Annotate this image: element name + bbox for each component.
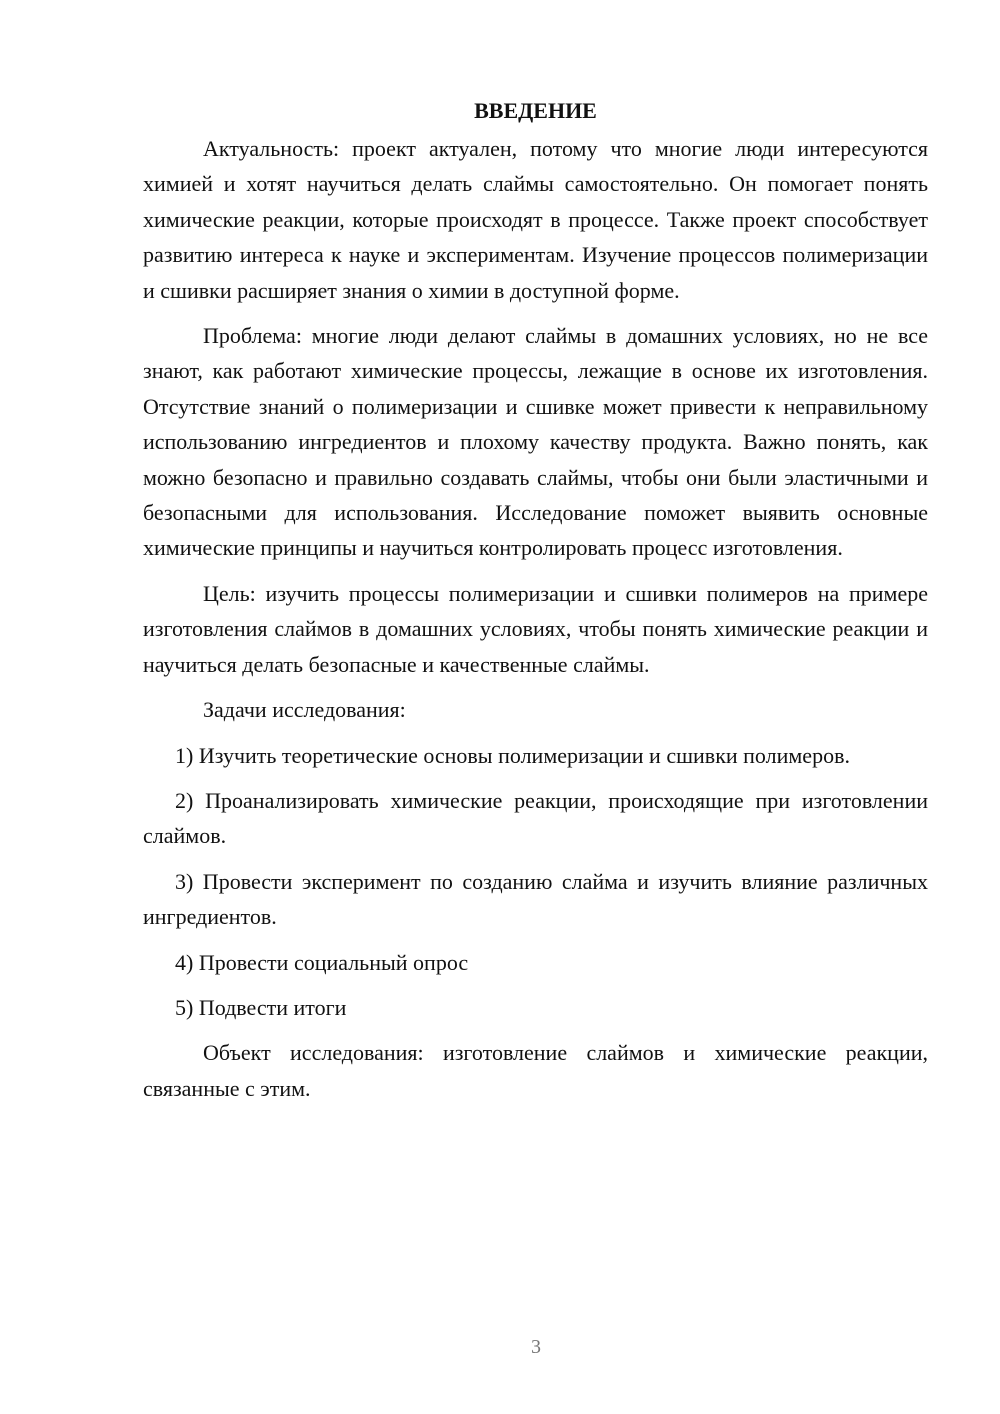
task-item: 3) Провести эксперимент по созданию слайма и изучить влияние различных ингредиентов. <box>143 868 928 930</box>
page-content <box>143 96 928 1116</box>
tasks-heading: Задачи исследования: <box>203 697 406 723</box>
goal-paragraph: Цель: изучить процессы полимеризации и сшивки полимеров на примере изготовления слаймов в домашних условиях, чтобы понять химические реакции и научиться делать безопасные и качественные слаймы. <box>143 580 928 677</box>
task-item: 5) Подвести итоги <box>175 994 347 1020</box>
relevance-paragraph: Актуальность: проект актуален, потому что многие люди интересуются химией и хотят научиться делать слаймы самостоятельно. Он помогает понять химические реакции, которые происходят в процессе. Также проект способствует развитию интереса к науке и экспериментам. Изучение процессов полимеризации и сшивки расширяет знания о химии в доступной форме. <box>143 136 928 303</box>
page-number: 3 <box>531 1336 541 1358</box>
object-paragraph: Объект исследования: изготовление слаймов и химические реакции, связанные с этим. <box>143 1040 928 1101</box>
task-item: 4) Провести социальный опрос <box>175 949 469 975</box>
section-title: ВВЕДЕНИЕ <box>474 98 597 123</box>
task-item: 1) Изучить теоретические основы полимеризации и сшивки полимеров. <box>175 742 850 768</box>
problem-paragraph: Проблема: многие люди делают слаймы в домашних условиях, но не все знают, как работают химические процессы, лежащие в основе их изготовления. Отсутствие знаний о полимеризации и сшивке может привести к неправильному использованию ингредиентов и плохому качеству продукта. Важно понять, как можно безопасно и правильно создавать слаймы, чтобы они были эластичными и безопасными для использования. Исследование поможет выявить основные химические принципы и научиться контролировать процесс изготовления. <box>143 323 928 561</box>
task-item: 2) Проанализировать химические реакции, происходящие при изготовлении слаймов. <box>143 787 928 849</box>
